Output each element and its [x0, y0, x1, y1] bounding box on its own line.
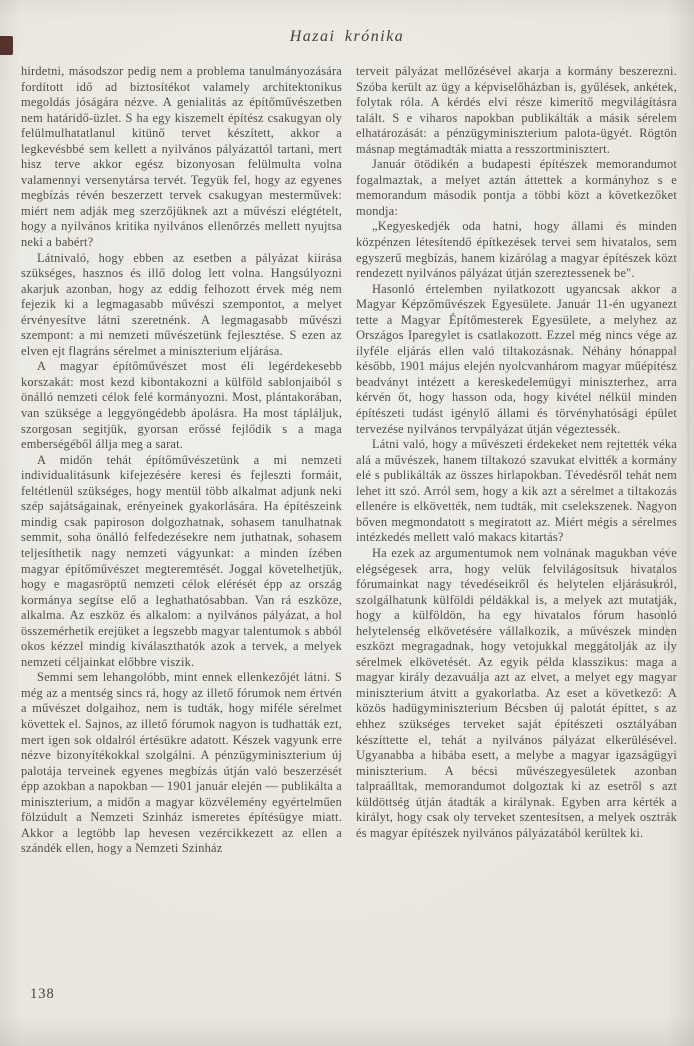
paragraph: Látni való, hogy a művészeti érdekeket nem rejtették véka alá a művészek, hanem tiltakozó szavukat elvitték a kormány elé s publikálták az összes hirlapokban. Tévedésről tehát nem lehet itt szó. Arról sem, hogy a kik azt a sérelmet a tiltakozás ellenére is elkövették, nem tudták, mit cselekszenek. Nagyon bőven megmondatott s megiratott az. Miért mégis a sérelmes intézkedés mellett való makacs kitartás?: [356, 437, 677, 545]
paragraph: Látnivaló, hogy ebben az esetben a pályázat kiirása szükséges, hasznos és illő dolog lett volna. Hangsúlyozni akarjuk azonban, hogy az eddig felhozott érvek még nem fejezik ki a legmagasabb művészi szempontot, a melyet érvényesítve látni szeretnénk. A legmagasabb művészi szempont: a mi nemzeti művészetünk fejlesztése. S ezen az elven ejt flagráns sérelmet a miniszterium eljárása.: [21, 250, 342, 358]
running-head: Hazai krónika: [289, 28, 405, 45]
paragraph: A magyar építőművészet most éli legérdekesebb korszakát: most kezd kibontakozni a külföld sablonjaiból s önálló nemzeti célok felé kormányozni. Most, plántakorában, van szüksége a leggyöngédebb ápolásra. Ha most tápláljuk, szorgosan segitjük, gyorsan erőssé fejlődik s a maga emberségéből állja meg a sarat.: [21, 359, 342, 452]
paragraph: hirdetni, másodszor pedig nem a problema tanulmányozására fordított idő ad biztosítékot valamely architektonikus megoldás jóságára nézve. A genialitás az építőművészetben nem határidő-üzlet. S ha egy kiszemelt építész csakugyan oly felülmulhatatlanul kitünő tervet készített, akkor a legkevésbbé sem kellett a nyilvános pályázattól tartani, mert hisz terve akkor egész bizonyosan felülmulta volna valamennyi versenytársa tervét. Tegyük fel, hogy az egyenes megbízás révén beszerzett tervek csakugyan mesterművek: miért nem adják meg szerzőjüknek azt a művészi elégtételt, hogy a nyilvános kritika nyilvános ellenőrzés mellett nyujtsa neki a babért?: [21, 64, 342, 250]
paragraph: Hasonló értelemben nyilatkozott ugyancsak akkor a Magyar Képzőművészek Egyesülete. Január 11-én ugyanezt tette a Magyar Építőmesterek Egyesülete, a melyhez az Országos Iparegylet is csatlakozott. Ezzel még nincs vége az ilyféle eljárás ellen való tiltakozásnak. Néhány hónappal később, 1901 május elején nyolcvanhárom magyar műépítész beadványt intézett a kereskedelemügyi miniszterhez, arra kérvén őt, hogy hasson oda, hogy kivétel nélkül minden építészeti tudást igénylő állami és törvényhatósági épület tervezése nyilvános tervpályázat útján végeztessék.: [356, 281, 677, 436]
paragraph: terveit pályázat mellőzésével akarja a kormány beszerezni. Szóba került az ügy a képviselőházban is, gyűlések, ankétek, folytak róla. A kérdés elvi része kimerítő megvilágításra talált. S e viharos napokban publikálták a másik sérelem elhatározását: a pénzügyminiszterium palota-ügyét. Rögtön másnap megtámadták miatta a resszortminisztert.: [356, 64, 677, 156]
paragraph: Semmi sem lehangolóbb, mint ennek ellenkezőjét látni. S még az a mentség sincs rá, hogy az illető fórumok nem értvén a művészet dolgaihoz, nem is tudták, hogy miféle sérelmet követtek el. Sajnos, az illető fórumok nagyon is tudhatták ezt, mert igen sok oldalról értésükre adatott. Készek vagyunk erre nézve bizonyítékokkal szolgálni. A pénzügyminiszterium új palotája terveinek egyenes megbízás útján való beszerzését épp azokban a napokban — 1901 január elején — publikálta a miniszterium, a midőn a magyar közvélemény egyértelműen fölzúdult a Nemzeti Szinház ismeretes építésügye miatt. Akkor a legtöbb lap hevesen vezércikkezett az ellen a szándék ellen, hogy a Nemzeti Szinház: [21, 670, 342, 856]
text-body: [21, 64, 677, 857]
paragraph: A midőn tehát építőművészetünk a mi nemzeti individualitásunk kifejezésére keresi és fejleszti formáit, feltétlenül szükséges, hogy mentül több alkalmat adjunk neki szép sajátságainak, erényeinek gyakorlására. Ha építészeink mindig csak papiroson dolgozhatnak, sohasem tanulhatnak semmit, soha önálló felfedezésekre nem juthatnak, sohasem teljesíthetik nagy nemzeti vágyunkat: a minden ízében magyar építőművészet megteremtését. Joggal követelhetjük, hogy e magasröptű nemzeti célok elérését épp az ország kormánya segítse elő a leghathatósabban. Van rá eszköze, alkalma. Az eszköz és alkalom: a nyilvános pályázat, a hol összemérhetik erejüket a legszebb magyar talentumok s abból okos kézzel mindig kiválaszthatók azok a tervek, a melyek nemzeti céljainkat előbbre viszik.: [21, 452, 342, 669]
paragraph: Január ötödikén a budapesti építészek memorandumot fogalmaztak, a melyet aztán áttettek a kormányhoz s e memorandum második pontja a többi közt a következőket mondja:: [356, 157, 677, 218]
paragraph: Ha ezek az argumentumok nem volnának magukban véve elégségesek arra, hogy velük felvilágosítsuk hivatalos fórumainkat nagy tévedéseikről és helytelen eljárásukról, szolgálhatunk külföldi példákkal is, a melyek azt mutatják, hogy a külföldön, ha egy hivatalos fórum hasonló helytelenség elkövetésére vállalkozik, a művészek minden eszközt megragadnak, hogy vetojukkal meggátolják az ily sérelmek elkövetését. Az egyik példa klasszikus: maga a magyar király dezavuálja azt az elvet, a melyet egy magyar miniszterium átvitt a gyakorlatba. Az eset a következő: A közös hadügyminiszterium Bécsben új palotát építtet, s az ehhez szükséges terveket saját építészeti osztályában készíttette el, tehát a nyilvános pályázat elkerülésével. Ugyanabba a hibába esett, a melybe a magyar igazságügyi miniszterium. A bécsi művészegyesületek azonban talpraálltak, memorandumot dolgoztak ki az esetről s azt küldöttség útján átadták a királynak. Egyben arra kérték a királyt, hogy csak oly terveket szentesítsen, a melyek osztrák és magyar építészek nyilvános pályázatából kerültek ki.: [356, 545, 677, 840]
right-column: [356, 64, 677, 857]
scan-edge-streak: [687, 120, 690, 880]
left-column: [21, 64, 342, 857]
page-number: 138: [30, 986, 55, 1002]
paragraph: „Kegyeskedjék oda hatni, hogy állami és minden közpénzen létesítendő építkezések tervei sem hivatalos, sem egyszerű megbízás, hanem kizárólag a magyar építészek közt rendezett nyilvános pályázat útján szereztessenek be".: [356, 219, 677, 281]
